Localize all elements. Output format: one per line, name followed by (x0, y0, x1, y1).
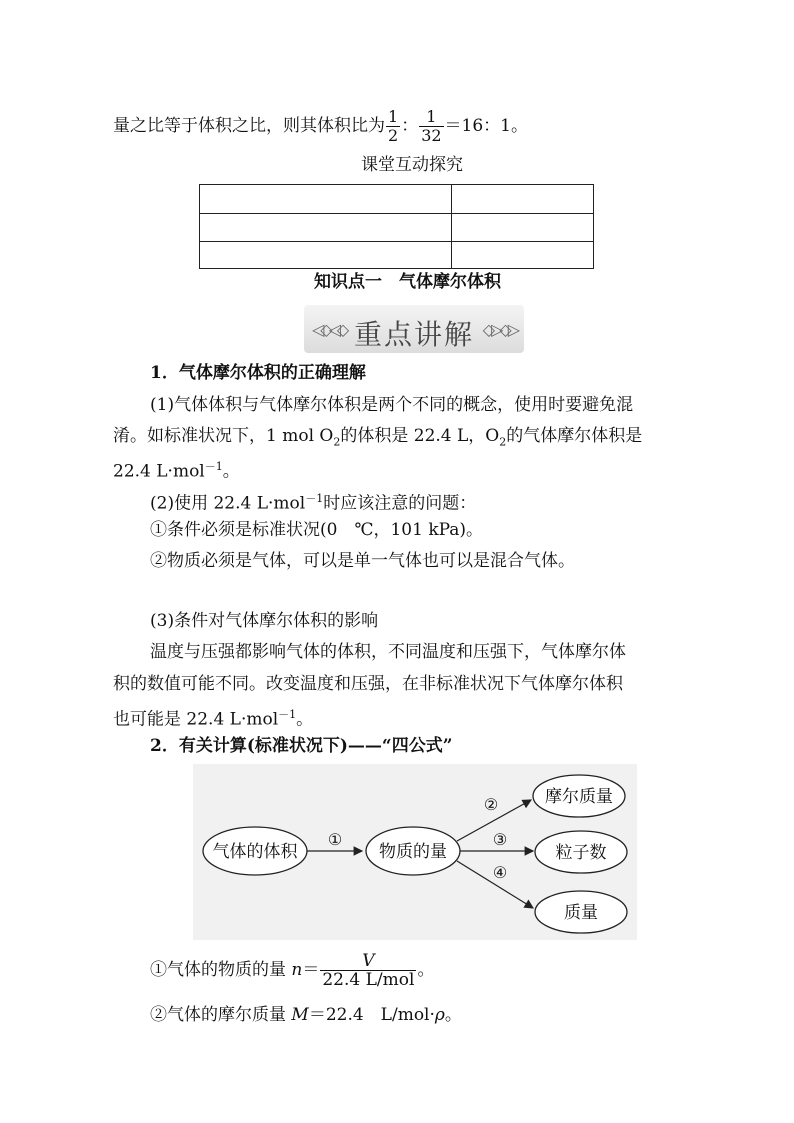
ratio-prefix: 量之比等于体积之比，则其体积比为 (113, 116, 385, 136)
formula-1-fraction: $\frac{V}{\text{22.4 L/mol}}$ (322, 951, 415, 990)
key-points-banner (304, 305, 524, 353)
arrow-2-label: ② (483, 795, 499, 814)
p3-line-b: 积的数值可能不同。改变温度和压强，在非标准状况下气体摩尔体积 (113, 674, 623, 694)
p1-line-c: 22.4 L·mol$^{-1}$。 (113, 460, 240, 482)
node-volume-label: 气体的体积 (212, 842, 298, 862)
ratio-suffix: ＝16：1。 (444, 116, 528, 136)
ratio-line: 量之比等于体积之比，则其体积比为 $\frac{1}{2}$ ： $\frac{1}{32}$ ＝16：1。 (113, 107, 528, 145)
node-mass-label: 质量 (564, 903, 598, 923)
table-row (200, 185, 593, 214)
formula-1: ①气体的物质的量 n＝ $\frac{V}{\text{22.4 L/mol}}$ 。 (150, 951, 435, 990)
p2-line: (2)使用 22.4 L·mol$^{-1}$时应该注意的问题： (150, 492, 477, 514)
banner-title: 重点讲解 (353, 318, 474, 351)
node-amount-label: 物质的量 (379, 842, 447, 862)
condition-1: ①条件必须是标准状况(0 ℃，101 kPa)。 (150, 520, 484, 540)
p3-line-a: 温度与压强都影响气体的体积，不同温度和压强下，气体摩尔体 (150, 642, 626, 662)
table-row (200, 213, 593, 242)
item2-title: 2．有关计算(标准状况下)——“四公式” (150, 736, 453, 756)
fraction-half: $\frac{1}{2}$ (388, 107, 399, 145)
item1-title: 1．气体摩尔体积的正确理解 (150, 363, 366, 383)
double-arrow-left-icon: ◁◇◁◇ (312, 320, 346, 339)
section-title: 课堂互动探究 (361, 155, 463, 175)
arrow-3-label: ③ (492, 830, 508, 849)
four-formulas-diagram (193, 764, 637, 940)
p3-title: (3)条件对气体摩尔体积的影响 (150, 611, 379, 631)
p3-line-c: 也可能是 22.4 L·mol$^{-1}$。 (113, 708, 314, 730)
node-molar-mass-label: 摩尔质量 (545, 787, 613, 807)
p1-line-b: 淆。如标准状况下，1 mol $O_2$的体积是 22.4 L，$O_2$的气体摩尔体积是 (113, 426, 643, 449)
arrow-1-label: ① (327, 830, 343, 849)
node-particles-label: 粒子数 (555, 843, 607, 863)
double-arrow-right-icon: ◇▷◇▷ (482, 320, 516, 339)
fraction-thirtysecond: $\frac{1}{32}$ (421, 107, 442, 145)
knowledge-point-heading: 知识点一 气体摩尔体积 (314, 272, 501, 292)
table-divider (451, 185, 452, 268)
p1-line-a: (1)气体体积与气体摩尔体积是两个不同的概念，使用时要避免混 (150, 395, 634, 415)
condition-2: ②物质必须是气体，可以是单一气体也可以是混合气体。 (150, 551, 575, 571)
empty-table (199, 184, 594, 269)
arrow-4-label: ④ (492, 863, 508, 882)
formula-2: ②气体的摩尔质量 M＝22.4 L/mol·ρ。 (150, 1005, 462, 1025)
